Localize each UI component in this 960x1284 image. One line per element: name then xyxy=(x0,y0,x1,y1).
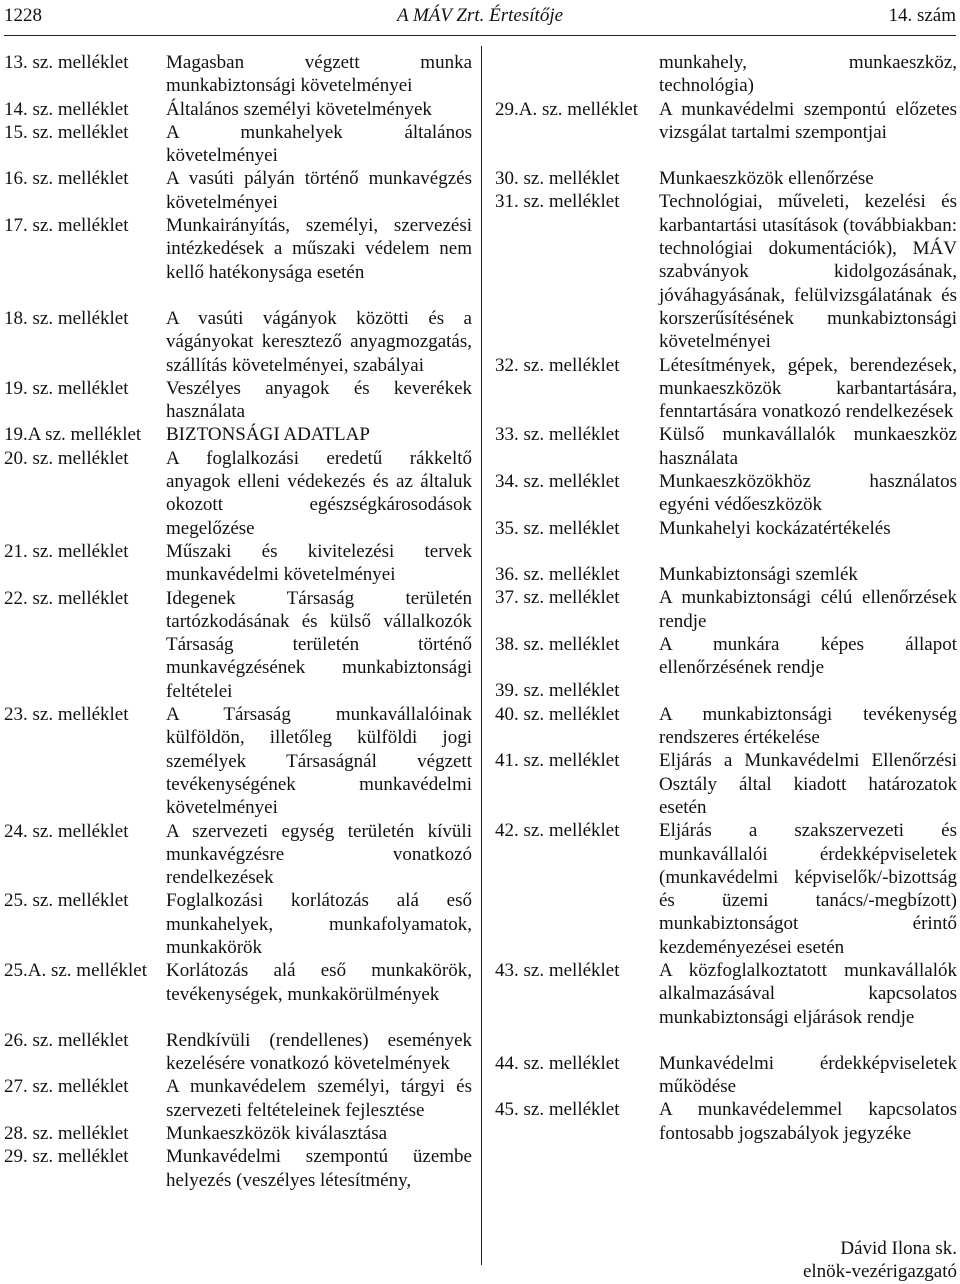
annex-ref: 18. sz. melléklet xyxy=(4,307,129,329)
annex-entry xyxy=(4,98,472,121)
annex-entry xyxy=(495,190,957,353)
annex-entry xyxy=(4,1145,472,1192)
annex-title: Magasban végzett munka munkabiztonsági követelményei xyxy=(166,52,472,97)
annex-ref: 14. sz. melléklet xyxy=(4,98,129,120)
annex-title: munkahely, munkaeszköz, technológia) xyxy=(659,52,957,97)
annex-title: Létesítmények, gépek, berendezések, munkaeszközök karbantartására, fenntartására vonatkozó rendelkezések xyxy=(659,354,957,423)
annex-title: A munkavédelemmel kapcsolatos fontosabb jogszabályok jegyzéke xyxy=(659,1099,957,1144)
annex-ref: 24. sz. melléklet xyxy=(4,820,129,842)
annex-title: A Társaság munkavállalóinak külföldön, illetőleg külföldi jogi személyek Társaságnál végzett tevékenységének munkavédelmi követelményei xyxy=(166,704,472,819)
annex-entry xyxy=(4,703,472,819)
annex-entry xyxy=(4,214,472,284)
annex-entry xyxy=(495,563,957,586)
annex-title: A munkavédelmi szempontú előzetes vizsgálat tartalmi szempontjai xyxy=(659,98,957,143)
annex-entry xyxy=(4,1029,472,1076)
annex-entry xyxy=(495,51,957,98)
annex-entry xyxy=(495,1052,957,1099)
annex-entry xyxy=(4,820,472,890)
annex-title: Munkavédelmi érdekképviseletek működése xyxy=(659,1052,957,1098)
annex-title: Idegenek Társaság területén tartózkodásának és külső vállalkozók Társaság területén történő munkavégzésének munkabiztonsági feltételei xyxy=(166,587,472,702)
annex-ref: 34. sz. melléklet xyxy=(495,471,620,493)
column-divider xyxy=(481,46,482,1265)
signature-block xyxy=(495,1237,957,1284)
annex-title: Munkahelyi kockázatértékelés xyxy=(659,517,891,539)
annex-entry xyxy=(4,423,472,446)
annex-entry xyxy=(4,959,472,1006)
annex-entry xyxy=(495,679,957,702)
annex-entry xyxy=(495,517,957,540)
annex-title: A szervezeti egység területén kívüli munkavégzésre vonatkozó rendelkezések xyxy=(166,820,472,889)
header-rule xyxy=(4,35,956,36)
annex-title: A közfoglalkoztatott munkavállalók alkalmazásával kapcsolatos munkabiztonsági eljárások rendje xyxy=(659,959,957,1028)
annex-title: A munkabiztonsági célú ellenőrzések rendje xyxy=(659,587,957,632)
spacer xyxy=(495,1029,957,1052)
annex-title: Munkaeszközökhöz használatos egyéni védőeszközök xyxy=(659,471,957,516)
annex-entry xyxy=(495,470,957,517)
annex-ref: 41. sz. melléklet xyxy=(495,750,620,772)
annex-entry xyxy=(4,51,472,98)
annex-ref: 31. sz. melléklet xyxy=(495,191,620,213)
annex-title: A munkabiztonsági tevékenység rendszeres értékelése xyxy=(659,703,957,749)
annex-title: A vasúti vágányok közötti és a vágányokat keresztező anyagmozgatás, szállítás követelményei, szabályai xyxy=(166,307,472,376)
annex-ref: 43. sz. melléklet xyxy=(495,959,620,981)
spacer xyxy=(495,540,957,563)
annex-title: Általános személyi követelmények xyxy=(166,98,432,120)
annex-ref: 38. sz. melléklet xyxy=(495,633,620,655)
annex-entry xyxy=(495,749,957,819)
annex-title: Munkavédelmi szempontú üzembe helyezés (veszélyes létesítmény, xyxy=(166,1146,472,1191)
annex-entry xyxy=(4,377,472,424)
annex-ref: 37. sz. melléklet xyxy=(495,587,620,609)
annex-entry xyxy=(4,447,472,540)
annex-ref: 29.A. sz. melléklet xyxy=(495,98,638,120)
annex-ref: 23. sz. melléklet xyxy=(4,704,129,726)
annex-ref: 21. sz. melléklet xyxy=(4,540,129,562)
annex-title: Eljárás a szakszervezeti és munkavállalói érdekképviseletek (munkavédelmi képviselők/-bizottság és üzemi tanács/-megbízott) munkabiztonságot érintő kezdeményezései esetén xyxy=(659,820,957,958)
annex-title: Veszélyes anyagok és keverékek használata xyxy=(166,377,472,423)
annex-ref: 26. sz. melléklet xyxy=(4,1029,129,1051)
annex-title: A munkahelyek általános követelményei xyxy=(166,121,472,167)
annex-entry xyxy=(495,98,957,145)
annex-title: A foglalkozási eredetű rákkeltő anyagok elleni védekezés és az általuk okozott egészségkárosodások megelőzése xyxy=(166,447,472,539)
annex-title xyxy=(659,679,957,702)
annex-entry xyxy=(4,587,472,703)
annex-ref: 25. sz. melléklet xyxy=(4,890,129,912)
annex-entry xyxy=(495,423,957,470)
annex-title: A munkavédelem személyi, tárgyi és szervezeti feltételeinek fejlesztése xyxy=(166,1076,472,1121)
annex-ref: 19.A sz. melléklet xyxy=(4,424,142,446)
annex-title: Külső munkavállalók munkaeszköz használata xyxy=(659,424,957,469)
annex-ref: 20. sz. melléklet xyxy=(4,447,129,469)
annex-title: Rendkívüli (rendellenes) események kezelésére vonatkozó követelmények xyxy=(166,1029,472,1075)
annex-entry xyxy=(495,167,957,190)
annex-title: Munkabiztonsági szemlék xyxy=(659,563,858,585)
annex-entry xyxy=(495,586,957,633)
annex-entry xyxy=(495,354,957,424)
left-column xyxy=(4,51,472,1192)
annex-ref: 44. sz. melléklet xyxy=(495,1052,620,1074)
annex-title: BIZTONSÁGI ADATLAP xyxy=(166,424,370,446)
annex-ref: 32. sz. melléklet xyxy=(495,354,620,376)
page-number: 1228 xyxy=(4,5,42,26)
signatory-position: elnök-vezérigazgató xyxy=(802,1261,957,1283)
annex-entry xyxy=(4,1075,472,1122)
annex-ref xyxy=(495,51,659,98)
right-column xyxy=(495,51,957,1284)
annex-ref: 19. sz. melléklet xyxy=(4,377,129,399)
annex-title: Korlátozás alá eső munkakörök, tevékenységek, munkakörülmények xyxy=(166,960,472,1005)
spacer xyxy=(495,144,957,167)
annex-title: Foglalkozási korlátozás alá eső munkahelyek, munkafolyamatok, munkakörök xyxy=(166,890,472,958)
annex-ref: 33. sz. melléklet xyxy=(495,424,620,446)
annex-entry xyxy=(495,959,957,1029)
annex-entry xyxy=(4,889,472,959)
annex-ref: 39. sz. melléklet xyxy=(495,680,620,702)
publication-title: A MÁV Zrt. Értesítője xyxy=(396,5,564,26)
annex-title: A vasúti pályán történő munkavégzés követelményei xyxy=(166,168,472,213)
annex-ref: 22. sz. melléklet xyxy=(4,587,129,609)
annex-entry xyxy=(4,121,472,168)
annex-entry xyxy=(495,633,957,680)
annex-entry xyxy=(495,1098,957,1145)
annex-title: Technológiai, műveleti, kezelési és karbantartási utasítások (továbbiakban: technológiai dokumentációk), MÁV szabványok kidolgozásának, jóváhagyásának, felülvizsgálatának és korszerűsítésének munkabiztonsági követelményei xyxy=(659,191,957,353)
annex-ref: 42. sz. melléklet xyxy=(495,820,620,842)
annex-ref: 17. sz. melléklet xyxy=(4,215,129,237)
annex-title: Műszaki és kivitelezési tervek munkavédelmi követelményei xyxy=(166,540,472,586)
annex-ref: 36. sz. melléklet xyxy=(495,563,620,585)
annex-entry xyxy=(4,167,472,214)
spacer xyxy=(4,1006,472,1029)
annex-title: Eljárás a Munkavédelmi Ellenőrzési Osztály által kiadott határozatok esetén xyxy=(659,750,957,818)
annex-title: Munkairányítás, személyi, szervezési intézkedések a műszaki védelem nem kellő hatékonysága esetén xyxy=(166,215,472,283)
annex-ref: 35. sz. melléklet xyxy=(495,517,620,539)
issue-number: 14. szám xyxy=(888,5,956,26)
annex-title: Munkaeszközök kiválasztása xyxy=(166,1123,388,1145)
annex-entry xyxy=(4,540,472,587)
annex-title: A munkára képes állapot ellenőrzésének rendje xyxy=(659,633,957,679)
annex-ref: 15. sz. melléklet xyxy=(4,121,129,143)
annex-ref: 16. sz. melléklet xyxy=(4,168,129,190)
annex-ref: 25.A. sz. melléklet xyxy=(4,960,147,982)
annex-title: Munkaeszközök ellenőrzése xyxy=(659,168,874,190)
annex-ref: 30. sz. melléklet xyxy=(495,168,620,190)
signatory-name: Dávid Ilona sk. xyxy=(840,1238,957,1260)
annex-entry xyxy=(4,307,472,377)
annex-entry xyxy=(4,1122,472,1145)
annex-ref: 28. sz. melléklet xyxy=(4,1123,129,1145)
annex-ref: 13. sz. melléklet xyxy=(4,52,129,73)
page-header xyxy=(4,4,956,30)
annex-ref: 40. sz. melléklet xyxy=(495,703,620,725)
annex-entry xyxy=(495,703,957,750)
annex-entry xyxy=(495,819,957,959)
spacer xyxy=(4,284,472,307)
annex-ref: 29. sz. melléklet xyxy=(4,1146,129,1168)
annex-ref: 45. sz. melléklet xyxy=(495,1099,620,1121)
annex-ref: 27. sz. melléklet xyxy=(4,1076,129,1098)
